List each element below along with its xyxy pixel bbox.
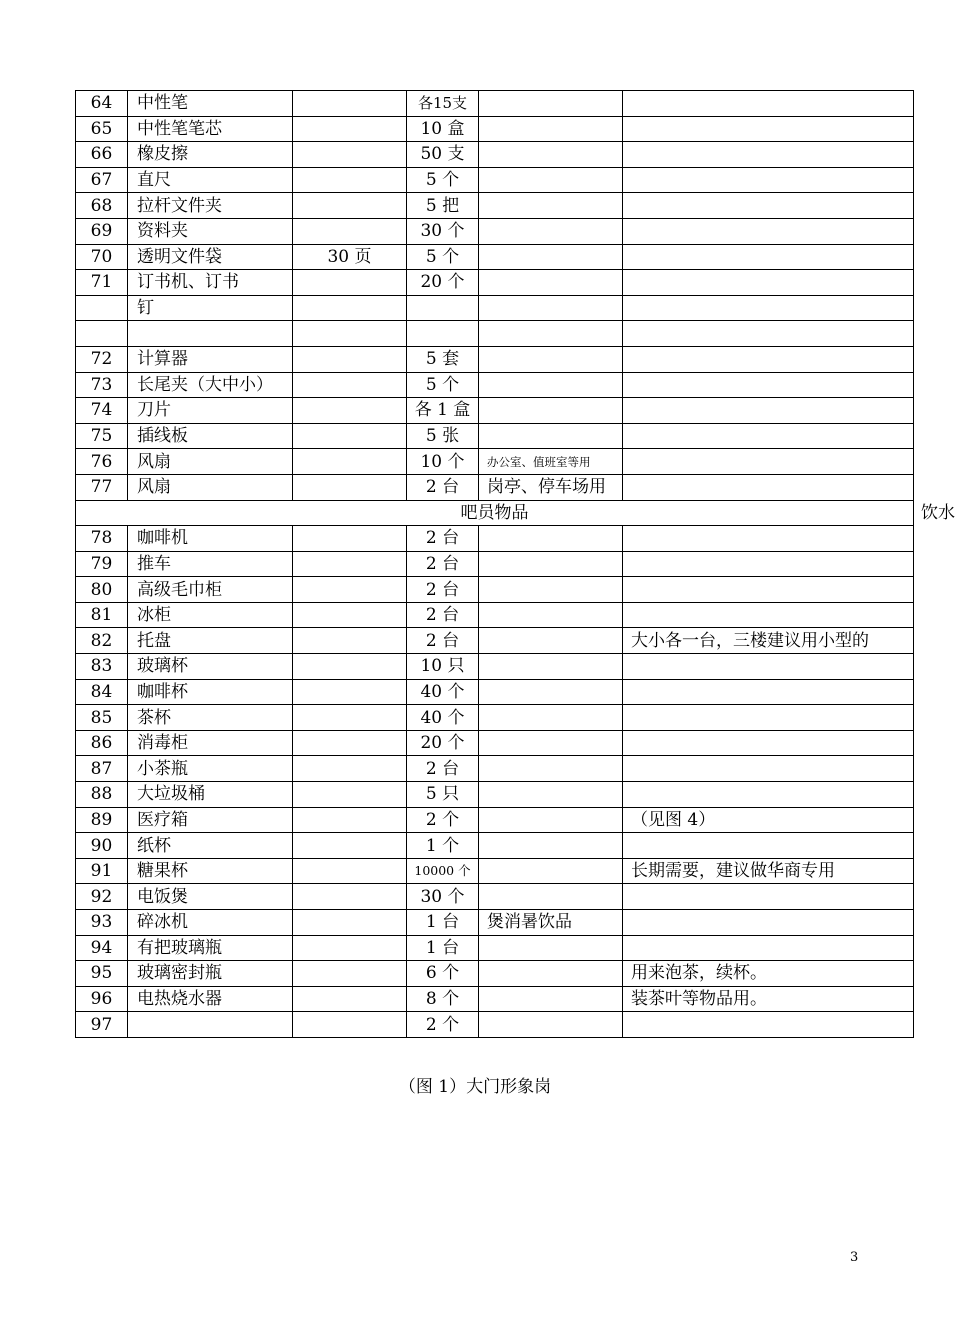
cell-item-name: 长尾夹（大中小） <box>128 372 293 398</box>
cell-item-name: 橡皮擦 <box>128 142 293 168</box>
cell-quantity: 20 个 <box>407 730 479 756</box>
cell-location <box>479 526 623 552</box>
cell-spec <box>293 910 407 936</box>
cell-number: 77 <box>76 474 128 500</box>
cell-item-name: 中性笔 <box>128 91 293 117</box>
cell-spec <box>293 782 407 808</box>
cell-note <box>623 372 914 398</box>
cell-number: 86 <box>76 730 128 756</box>
cell-number: 97 <box>76 1012 128 1038</box>
cell-note <box>623 654 914 680</box>
cell-note <box>623 449 914 475</box>
table-row <box>76 884 914 910</box>
cell-quantity: 2 台 <box>407 756 479 782</box>
cell-number: 75 <box>76 423 128 449</box>
cell-spec <box>293 730 407 756</box>
cell-spec <box>293 91 407 117</box>
cell-note: 长期需要，建议做华商专用 <box>623 858 914 884</box>
cell-spec <box>293 551 407 577</box>
cell-spec <box>293 833 407 859</box>
cell-item-name: 资料夹 <box>128 218 293 244</box>
table-row <box>76 833 914 859</box>
cell-note <box>623 270 914 296</box>
cell-note <box>623 295 914 321</box>
cell-spec <box>293 218 407 244</box>
cell-item-name: 糖果杯 <box>128 858 293 884</box>
cell-spec <box>293 193 407 219</box>
section-heading <box>76 500 955 526</box>
cell-number: 85 <box>76 705 128 731</box>
cell-location <box>479 218 623 244</box>
cell-location <box>479 654 623 680</box>
cell-spec <box>293 526 407 552</box>
cell-note <box>623 551 914 577</box>
cell-number: 64 <box>76 91 128 117</box>
cell-item-name <box>128 1012 293 1038</box>
cell-number: 92 <box>76 884 128 910</box>
cell-item-name: 玻璃密封瓶 <box>128 961 293 987</box>
cell-quantity <box>407 295 479 321</box>
cell-note <box>623 423 914 449</box>
cell-quantity: 1 个 <box>407 833 479 859</box>
cell-number: 69 <box>76 218 128 244</box>
section-overflow-text: 饮水 <box>921 502 955 523</box>
cell-number: 78 <box>76 526 128 552</box>
cell-item-name: 计算器 <box>128 346 293 372</box>
cell-spec <box>293 602 407 628</box>
cell-note <box>623 91 914 117</box>
cell-item-name: 电热烧水器 <box>128 986 293 1012</box>
table-row <box>76 935 914 961</box>
cell-location <box>479 372 623 398</box>
cell-note <box>623 193 914 219</box>
cell-location <box>479 858 623 884</box>
cell-item-name: 订书机、订书 <box>128 270 293 296</box>
cell-spec <box>293 884 407 910</box>
table-row <box>76 321 914 347</box>
cell-location <box>479 782 623 808</box>
cell-item-name: 钉 <box>128 295 293 321</box>
cell-quantity: 2 台 <box>407 577 479 603</box>
cell-location <box>479 244 623 270</box>
cell-item-name: 托盘 <box>128 628 293 654</box>
cell-item-name: 玻璃杯 <box>128 654 293 680</box>
cell-location <box>479 730 623 756</box>
cell-location <box>479 193 623 219</box>
figure-caption: （图 1）大门形象岗 <box>398 1077 552 1097</box>
cell-number: 71 <box>76 270 128 296</box>
cell-location <box>479 346 623 372</box>
cell-number: 96 <box>76 986 128 1012</box>
cell-location <box>479 1012 623 1038</box>
cell-quantity: 10 盒 <box>407 116 479 142</box>
table-row <box>76 142 914 168</box>
table-row <box>76 654 914 680</box>
cell-spec <box>293 423 407 449</box>
cell-number: 70 <box>76 244 128 270</box>
table-section-row <box>76 500 914 526</box>
table-row <box>76 91 914 117</box>
cell-location <box>479 884 623 910</box>
cell-item-name: 碎冰机 <box>128 910 293 936</box>
cell-spec <box>293 167 407 193</box>
cell-number: 95 <box>76 961 128 987</box>
table-body <box>76 91 955 1038</box>
cell-item-name: 推车 <box>128 551 293 577</box>
cell-number: 76 <box>76 449 128 475</box>
cell-number: 65 <box>76 116 128 142</box>
table-row <box>76 167 914 193</box>
cell-item-name: 小茶瓶 <box>128 756 293 782</box>
table-row <box>76 756 914 782</box>
cell-item-name: 咖啡杯 <box>128 679 293 705</box>
cell-item-name: 有把玻璃瓶 <box>128 935 293 961</box>
cell-quantity: 5 个 <box>407 244 479 270</box>
cell-note <box>623 1012 914 1038</box>
cell-item-name: 风扇 <box>128 474 293 500</box>
cell-number: 80 <box>76 577 128 603</box>
cell-spec <box>293 986 407 1012</box>
cell-spec <box>293 679 407 705</box>
cell-spec <box>293 474 407 500</box>
cell-spec <box>293 935 407 961</box>
cell-number: 90 <box>76 833 128 859</box>
cell-quantity: 5 个 <box>407 372 479 398</box>
cell-location <box>479 679 623 705</box>
table-row <box>76 961 914 987</box>
cell-item-name: 透明文件袋 <box>128 244 293 270</box>
cell-item-name: 直尺 <box>128 167 293 193</box>
table-row <box>76 910 914 936</box>
cell-quantity: 5 张 <box>407 423 479 449</box>
cell-location <box>479 986 623 1012</box>
table-row <box>76 986 914 1012</box>
table-row <box>76 705 914 731</box>
cell-number: 72 <box>76 346 128 372</box>
cell-item-name: 风扇 <box>128 449 293 475</box>
cell-item-name: 茶杯 <box>128 705 293 731</box>
cell-location <box>479 551 623 577</box>
cell-note <box>623 935 914 961</box>
cell-location <box>479 423 623 449</box>
cell-note <box>623 474 914 500</box>
cell-number <box>76 321 128 347</box>
table-row <box>76 526 914 552</box>
cell-quantity: 2 个 <box>407 1012 479 1038</box>
cell-number: 66 <box>76 142 128 168</box>
cell-location <box>479 961 623 987</box>
cell-spec <box>293 858 407 884</box>
cell-spec <box>293 346 407 372</box>
cell-quantity: 5 套 <box>407 346 479 372</box>
table-row <box>76 858 914 884</box>
table-row <box>76 218 914 244</box>
cell-note: 装茶叶等物品用。 <box>623 986 914 1012</box>
cell-quantity: 5 只 <box>407 782 479 808</box>
cell-number: 87 <box>76 756 128 782</box>
cell-note <box>623 730 914 756</box>
cell-quantity: 6 个 <box>407 961 479 987</box>
cell-spec <box>293 961 407 987</box>
table-row <box>76 1012 914 1038</box>
cell-location <box>479 628 623 654</box>
cell-quantity: 10 个 <box>407 449 479 475</box>
cell-location <box>479 602 623 628</box>
cell-location: 办公室、值班室等用 <box>479 449 623 475</box>
cell-item-name: 中性笔笔芯 <box>128 116 293 142</box>
cell-location: 煲消暑饮品 <box>479 910 623 936</box>
cell-location <box>479 321 623 347</box>
cell-quantity: 2 台 <box>407 526 479 552</box>
cell-location <box>479 91 623 117</box>
cell-location <box>479 142 623 168</box>
table-row <box>76 628 914 654</box>
cell-number: 67 <box>76 167 128 193</box>
cell-item-name: 咖啡机 <box>128 526 293 552</box>
cell-number <box>76 295 128 321</box>
cell-spec <box>293 321 407 347</box>
cell-note <box>623 346 914 372</box>
cell-quantity: 30 个 <box>407 884 479 910</box>
cell-item-name: 拉杆文件夹 <box>128 193 293 219</box>
cell-item-name: 插线板 <box>128 423 293 449</box>
cell-location <box>479 270 623 296</box>
cell-number: 93 <box>76 910 128 936</box>
cell-note <box>623 884 914 910</box>
cell-note <box>623 756 914 782</box>
cell-note <box>623 705 914 731</box>
cell-quantity: 2 台 <box>407 602 479 628</box>
cell-item-name: 刀片 <box>128 398 293 424</box>
table-row <box>76 295 914 321</box>
cell-spec <box>293 270 407 296</box>
cell-location <box>479 756 623 782</box>
cell-spec <box>293 372 407 398</box>
cell-location <box>479 295 623 321</box>
cell-note <box>623 398 914 424</box>
cell-location <box>479 705 623 731</box>
table-row <box>76 398 914 424</box>
table-row <box>76 679 914 705</box>
cell-spec <box>293 654 407 680</box>
cell-location <box>479 577 623 603</box>
cell-location <box>479 807 623 833</box>
cell-quantity: 5 把 <box>407 193 479 219</box>
table-row <box>76 551 914 577</box>
cell-quantity: 20 个 <box>407 270 479 296</box>
cell-quantity: 各 1 盒 <box>407 398 479 424</box>
cell-note <box>623 244 914 270</box>
table-row <box>76 116 914 142</box>
equipment-table <box>75 90 955 1038</box>
cell-quantity <box>407 321 479 347</box>
cell-quantity: 50 支 <box>407 142 479 168</box>
cell-note <box>623 679 914 705</box>
table-row <box>76 423 914 449</box>
cell-spec <box>293 756 407 782</box>
cell-note <box>623 577 914 603</box>
cell-quantity: 2 台 <box>407 628 479 654</box>
cell-item-name: 冰柜 <box>128 602 293 628</box>
cell-location <box>479 116 623 142</box>
table-row <box>76 602 914 628</box>
cell-spec <box>293 116 407 142</box>
cell-number: 81 <box>76 602 128 628</box>
table-row <box>76 372 914 398</box>
cell-spec <box>293 142 407 168</box>
cell-item-name: 消毒柜 <box>128 730 293 756</box>
cell-quantity: 30 个 <box>407 218 479 244</box>
cell-quantity: 2 台 <box>407 474 479 500</box>
cell-number: 82 <box>76 628 128 654</box>
table-row <box>76 474 914 500</box>
cell-spec <box>293 577 407 603</box>
cell-note <box>623 142 914 168</box>
cell-note <box>623 910 914 936</box>
cell-item-name: 纸杯 <box>128 833 293 859</box>
cell-number: 73 <box>76 372 128 398</box>
cell-quantity: 2 台 <box>407 551 479 577</box>
cell-note: 用来泡茶，续杯。 <box>623 961 914 987</box>
cell-number: 89 <box>76 807 128 833</box>
cell-note: （见图 4） <box>623 807 914 833</box>
cell-note <box>623 782 914 808</box>
cell-note <box>623 602 914 628</box>
cell-location <box>479 167 623 193</box>
cell-spec <box>293 807 407 833</box>
table-row <box>76 449 914 475</box>
cell-quantity: 8 个 <box>407 986 479 1012</box>
cell-quantity: 1 台 <box>407 935 479 961</box>
cell-number: 84 <box>76 679 128 705</box>
table-row <box>76 807 914 833</box>
cell-number: 83 <box>76 654 128 680</box>
cell-note <box>623 526 914 552</box>
cell-spec: 30 页 <box>293 244 407 270</box>
cell-number: 91 <box>76 858 128 884</box>
cell-note <box>623 218 914 244</box>
cell-spec <box>293 705 407 731</box>
cell-quantity: 10000 个 <box>407 858 479 884</box>
cell-number: 88 <box>76 782 128 808</box>
table-row <box>76 577 914 603</box>
cell-quantity: 10 只 <box>407 654 479 680</box>
table-row <box>76 730 914 756</box>
cell-note <box>623 116 914 142</box>
table-row <box>76 346 914 372</box>
cell-number: 94 <box>76 935 128 961</box>
cell-location <box>479 398 623 424</box>
cell-quantity: 各15支 <box>407 91 479 117</box>
cell-number: 74 <box>76 398 128 424</box>
cell-note <box>623 321 914 347</box>
cell-location <box>479 833 623 859</box>
cell-quantity: 40 个 <box>407 679 479 705</box>
cell-item-name: 电饭煲 <box>128 884 293 910</box>
cell-quantity: 2 个 <box>407 807 479 833</box>
table-row <box>76 270 914 296</box>
cell-spec <box>293 449 407 475</box>
cell-quantity: 1 台 <box>407 910 479 936</box>
cell-spec <box>293 295 407 321</box>
cell-spec <box>293 1012 407 1038</box>
section-title: 吧员物品 <box>460 502 529 523</box>
table-row <box>76 782 914 808</box>
cell-item-name: 高级毛巾柜 <box>128 577 293 603</box>
table-row <box>76 193 914 219</box>
cell-number: 68 <box>76 193 128 219</box>
cell-quantity: 40 个 <box>407 705 479 731</box>
cell-spec <box>293 628 407 654</box>
page-number: 3 <box>850 1250 859 1265</box>
cell-location <box>479 935 623 961</box>
cell-quantity: 5 个 <box>407 167 479 193</box>
cell-spec <box>293 398 407 424</box>
cell-note: 大小各一台，三楼建议用小型的 <box>623 628 914 654</box>
cell-note <box>623 167 914 193</box>
table-row <box>76 244 914 270</box>
cell-item-name <box>128 321 293 347</box>
cell-item-name: 医疗箱 <box>128 807 293 833</box>
cell-note <box>623 833 914 859</box>
cell-item-name: 大垃圾桶 <box>128 782 293 808</box>
cell-location: 岗亭、停车场用 <box>479 474 623 500</box>
cell-number: 79 <box>76 551 128 577</box>
